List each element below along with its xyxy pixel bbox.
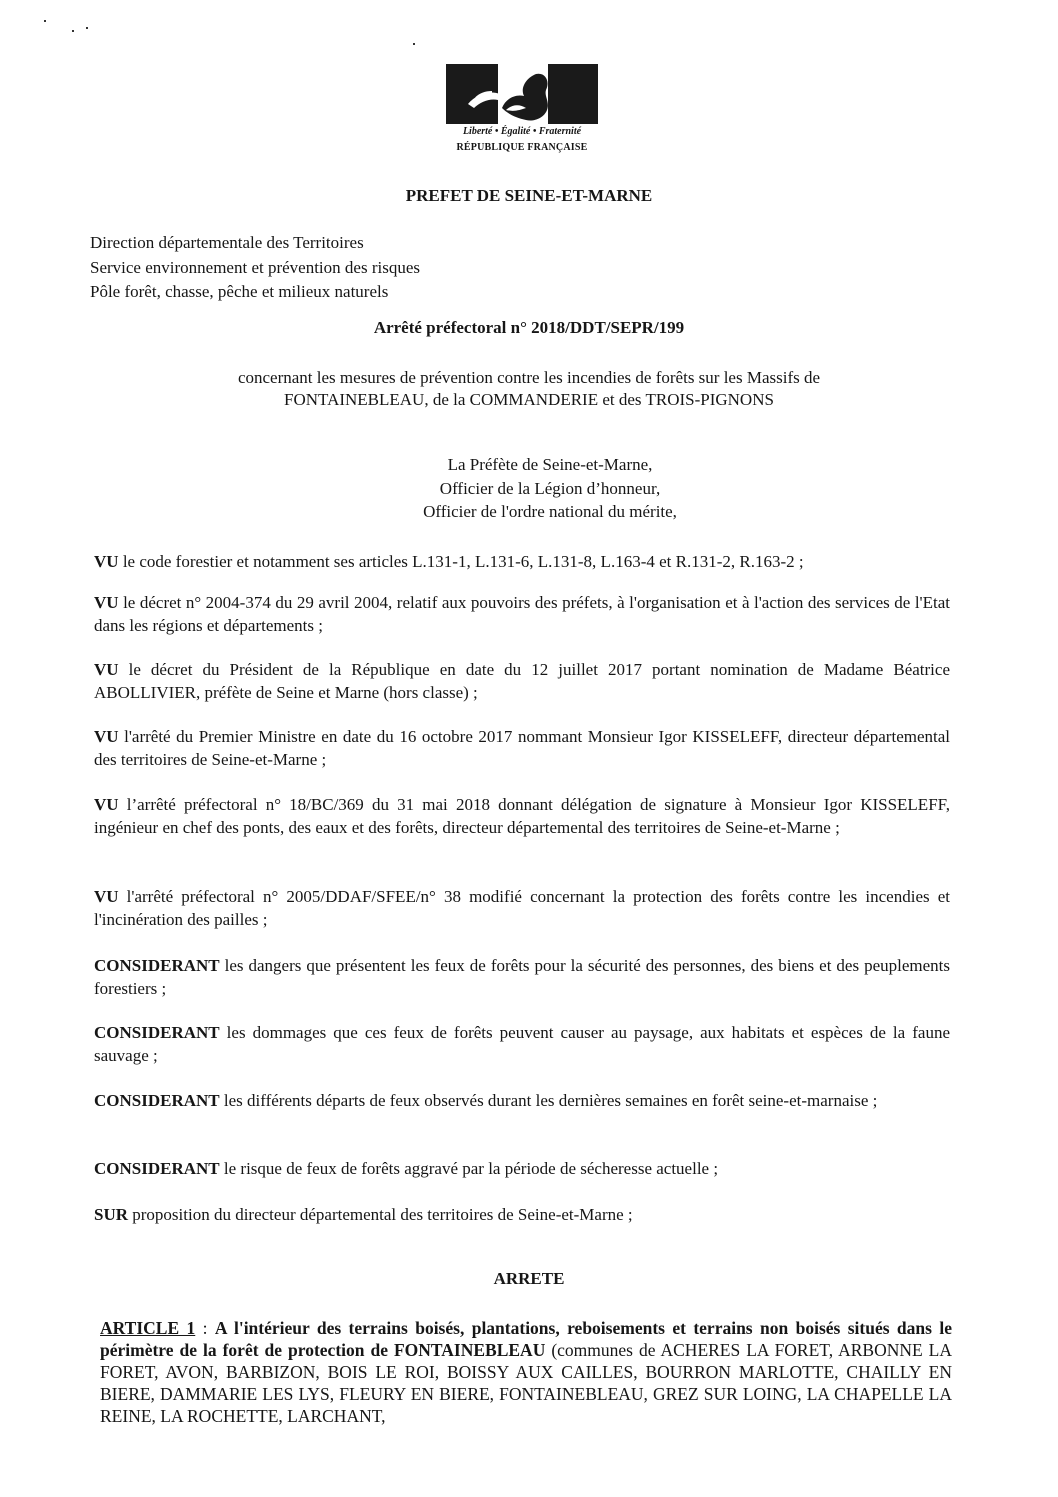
visa-paragraph [94,726,950,771]
considerant-text: le risque de feux de forêts aggravé par la période de sécheresse actuelle ; [219,1159,719,1178]
prefet-title: PREFET DE SEINE-ET-MARNE [405,186,653,205]
prefete-titles [300,453,800,524]
considerant-paragraph [94,955,950,1000]
subject-line: concernant les mesures de prévention contre les incendies de forêts sur les Massifs de [237,368,821,387]
logo-republic: RÉPUBLIQUE FRANÇAISE [456,142,588,153]
visa-keyword: VU [94,727,119,746]
proposition-text: proposition du directeur départemental des territoires de Seine-et-Marne ; [128,1205,633,1224]
visa-keyword: VU [94,887,119,906]
proposition-keyword: SUR [94,1205,129,1224]
visa-keyword: VU [94,660,119,679]
visa-text: le décret n° 2004-374 du 29 avril 2004, relatif aux pouvoirs des préfets, à l'organisation et à l'action des services de l'Etat dans les régions et départements ; [94,593,950,635]
subject-line: FONTAINEBLEAU, de la COMMANDERIE et des TROIS-PIGNONS [284,390,774,409]
title-line: Officier de la Légion d’honneur, [439,478,661,498]
arrete-subject [0,367,1058,411]
arrete-heading: ARRETE [493,1269,565,1288]
considerant-keyword: CONSIDERANT [94,956,220,975]
scan-speck [86,27,88,29]
scan-speck [44,20,46,22]
visa-text: le décret du Président de la République en date du 12 juillet 2017 portant nomination de Madame Béatrice ABOLLIVIER, préfète de Seine et Marne (hors classe) ; [94,660,950,702]
visa-text: l’arrêté préfectoral n° 18/BC/369 du 31 mai 2018 donnant délégation de signature à Monsieur Igor KISSELEFF, ingénieur en chef des ponts, des eaux et des forêts, directeur départemental des territoires de Seine-et-Marne ; [94,795,950,837]
article-separator: : [195,1318,215,1338]
article-label: ARTICLE 1 [100,1318,196,1338]
visa-paragraph [94,659,950,704]
marianne-emblem-icon [446,64,598,124]
arrete-number: Arrêté préfectoral n° 2018/DDT/SEPR/199 [373,318,685,337]
visa-paragraph [94,551,950,574]
considerant-text: les dangers que présentent les feux de forêts pour la sécurité des personnes, des biens et des peuplements forestiers ; [94,956,950,998]
considerant-text: les dommages que ces feux de forêts peuvent causer au paysage, aux habitats et espèces de la faune sauvage ; [94,1023,950,1065]
service-line: Service environnement et prévention des risques [90,257,420,277]
title-line: La Préfète de Seine-et-Marne, [447,455,653,474]
considerant-paragraph [94,1022,950,1067]
service-line: Direction départementale des Territoires [90,233,364,252]
considerant-text: les différents départs de feux observés durant les dernières semaines en forêt seine-et-marnaise ; [219,1091,878,1110]
marianne-logo [446,64,598,158]
service-lines [90,231,420,305]
scan-speck [413,43,415,45]
considerant-keyword: CONSIDERANT [94,1159,220,1178]
considerant-paragraph [94,1158,950,1181]
title-line: Officier de l'ordre national du mérite, [423,502,677,521]
logo-motto: Liberté • Égalité • Fraternité [462,126,582,137]
proposition-paragraph [94,1204,950,1227]
considerant-keyword: CONSIDERANT [94,1091,220,1110]
considerant-keyword: CONSIDERANT [94,1023,220,1042]
scan-speck [72,30,74,32]
article-bold-text: A l'intérieur des terrains boisés, plantations, reboisements et terrains non boisés situés dans le périmètre de la forêt de protection de FONTAINEBLEAU [100,1318,952,1360]
article-1 [100,1317,952,1427]
service-line: Pôle forêt, chasse, pêche et milieux naturels [90,282,389,301]
visa-paragraph [94,592,950,637]
visa-text: l'arrêté du Premier Ministre en date du 16 octobre 2017 nommant Monsieur Igor KISSELEFF, directeur départemental des territoires de Seine-et-Marne ; [94,727,950,769]
considerant-paragraph [94,1090,950,1113]
visa-keyword: VU [94,593,119,612]
article-text: (communes de ACHERES LA FORET, ARBONNE LA FORET, AVON, BARBIZON, BOIS LE ROI, BOISSY AUX CAILLES, BOURRON MARLOTTE, CHAILLY EN BIERE, DAMMARIE LES LYS, FLEURY EN BIERE, FONTAINEBLEAU, GREZ SUR LOING, LA CHAPELLE LA REINE, LA ROCHETTE, LARCHANT, [100,1340,952,1426]
visa-text: l'arrêté préfectoral n° 2005/DDAF/SFEE/n° 38 modifié concernant la protection des forêts contre les incendies et l'incinération des pailles ; [94,887,950,929]
visa-keyword: VU [94,552,119,571]
visa-paragraph [94,886,950,931]
visa-keyword: VU [94,795,119,814]
visa-paragraph [94,794,950,839]
visa-text: le code forestier et notamment ses articles L.131-1, L.131-6, L.131-8, L.163-4 et R.131-2, R.163-2 ; [118,552,804,571]
